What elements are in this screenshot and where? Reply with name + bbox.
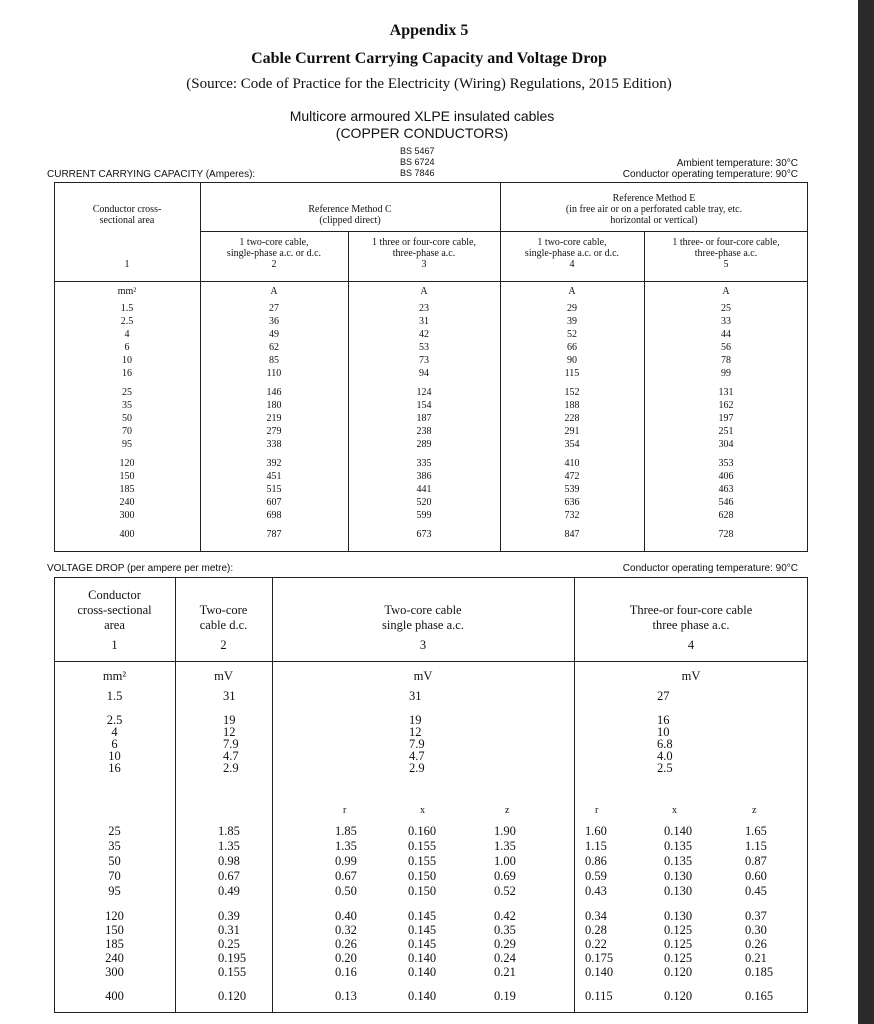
three-z-label: z	[752, 805, 757, 816]
unit-c5: A	[722, 286, 730, 297]
subtitle-conductors: (COPPER CONDUCTORS)	[335, 125, 509, 141]
vd-three-z: 1.65 1.15 0.87 0.60 0.45 0.37 0.30 0.26 0.21 0.185 0.165	[745, 824, 774, 1003]
standard-item: BS 5467	[400, 146, 435, 156]
standard-item: BS 6724	[400, 157, 435, 167]
vd-unit-single: mV	[413, 669, 433, 683]
unit-c4: A	[568, 286, 576, 297]
appendix-label: Appendix 5	[389, 22, 469, 39]
sub-header-c4: 1 two-core cable, single-phase a.c. or d.c. 4	[524, 237, 620, 270]
vd-large-area: 25 35 50 70 95 120 150 185 240 300 400	[105, 824, 124, 1003]
vd-header-area: Conductor cross-sectional area 1	[77, 588, 152, 652]
reference-method-c-header: Reference Method C (clipped direct)	[308, 204, 392, 226]
conductor-area-header: Conductor cross- sectional area	[92, 204, 162, 226]
vd-header-two-core-dc: Two-core cable d.c. 2	[199, 603, 248, 652]
vd-unit-area: mm²	[102, 669, 127, 683]
vd-unit-three: mV	[681, 669, 701, 683]
vd-three-x: 0.140 0.135 0.135 0.130 0.130 0.130 0.125 0.125 0.125 0.120 0.120	[664, 824, 693, 1003]
vd-small-area: 1.5 2.5 4 6 10 16	[106, 689, 123, 775]
vd-three-r: 1.60 1.15 0.86 0.59 0.43 0.34 0.28 0.22 0.175 0.140 0.115	[585, 824, 614, 1003]
three-r-label: r	[595, 805, 599, 816]
single-x-label: x	[420, 805, 425, 816]
voltage-drop-label: VOLTAGE DROP (per ampere per metre):	[47, 563, 234, 574]
col-number-1: 1	[124, 259, 130, 270]
capacity-col-c5: 25 33 44 56 78 99 131 162 197 251 304 353 406 463 546 628 728	[718, 303, 734, 540]
capacity-col-c3: 23 31 42 53 73 94 124 154 187 238 289 335 386 441 520 599 673	[416, 303, 432, 540]
vd-large-dc: 1.85 1.35 0.98 0.67 0.49 0.39 0.31 0.25 0.195 0.155 0.120	[218, 824, 247, 1003]
vd-header-single-phase: Two-core cable single phase a.c. 3	[382, 603, 464, 652]
unit-area: mm²	[117, 286, 137, 297]
unit-c3: A	[420, 286, 428, 297]
vd-unit-dc: mV	[214, 669, 233, 683]
vd-small-single: 31 19 12 7.9 4.7 2.9	[409, 689, 425, 775]
sub-header-c3: 1 three or four-core cable, three-phase a.c. 3	[372, 237, 476, 270]
capacity-label: CURRENT CARRYING CAPACITY (Amperes):	[47, 169, 256, 180]
vd-small-dc: 31 19 12 7.9 4.7 2.9	[223, 689, 239, 775]
vd-single-x: 0.160 0.155 0.155 0.150 0.150 0.145 0.145 0.145 0.140 0.140 0.140	[408, 824, 437, 1003]
operating-temperature: Conductor operating temperature: 90°C	[622, 169, 798, 180]
capacity-col-c4: 29 39 52 66 90 115 152 188 228 291 354 410 472 539 636 732 847	[564, 303, 580, 540]
vd-single-r: 1.85 1.35 0.99 0.67 0.50 0.40 0.32 0.26 0.20 0.16 0.13	[335, 824, 357, 1003]
ambient-temperature: Ambient temperature: 30°C	[676, 158, 798, 169]
capacity-col-c2: 27 36 49 62 85 110 146 180 219 279 338 392 451 515 607 698 787	[266, 303, 282, 540]
vd-single-z: 1.90 1.35 1.00 0.69 0.52 0.42 0.35 0.29 0.24 0.21 0.19	[494, 824, 516, 1003]
standard-item: BS 7846	[400, 168, 435, 178]
vd-small-three: 27 16 10 6.8 4.0 2.5	[657, 689, 673, 775]
source-note: (Source: Code of Practice for the Electricity (Wiring) Regulations, 2015 Edition)	[186, 76, 672, 92]
subtitle-cables: Multicore armoured XLPE insulated cables	[289, 108, 555, 124]
standards-list	[400, 146, 435, 179]
unit-c2: A	[270, 286, 278, 297]
single-r-label: r	[343, 805, 347, 816]
single-z-label: z	[505, 805, 510, 816]
sub-header-c5: 1 three- or four-core cable, three-phase a.c. 5	[672, 237, 780, 270]
reference-method-e-header: Reference Method E (in free air or on a perforated cable tray, etc. horizontal or vertical)	[565, 193, 743, 226]
capacity-col-area: 1.5 2.5 4 6 10 16 25 35 50 70 95 120 150 185 240 300 400	[119, 303, 135, 540]
three-x-label: x	[672, 805, 677, 816]
sub-header-c2: 1 two-core cable, single-phase a.c. or d.c. 2	[226, 237, 322, 270]
voltage-operating-temperature: Conductor operating temperature: 90°C	[622, 563, 798, 574]
vd-header-three-phase: Three-or four-core cable three phase a.c. 4	[629, 603, 753, 652]
window-edge	[858, 0, 874, 1024]
page-title: Cable Current Carrying Capacity and Voltage Drop	[251, 50, 607, 67]
